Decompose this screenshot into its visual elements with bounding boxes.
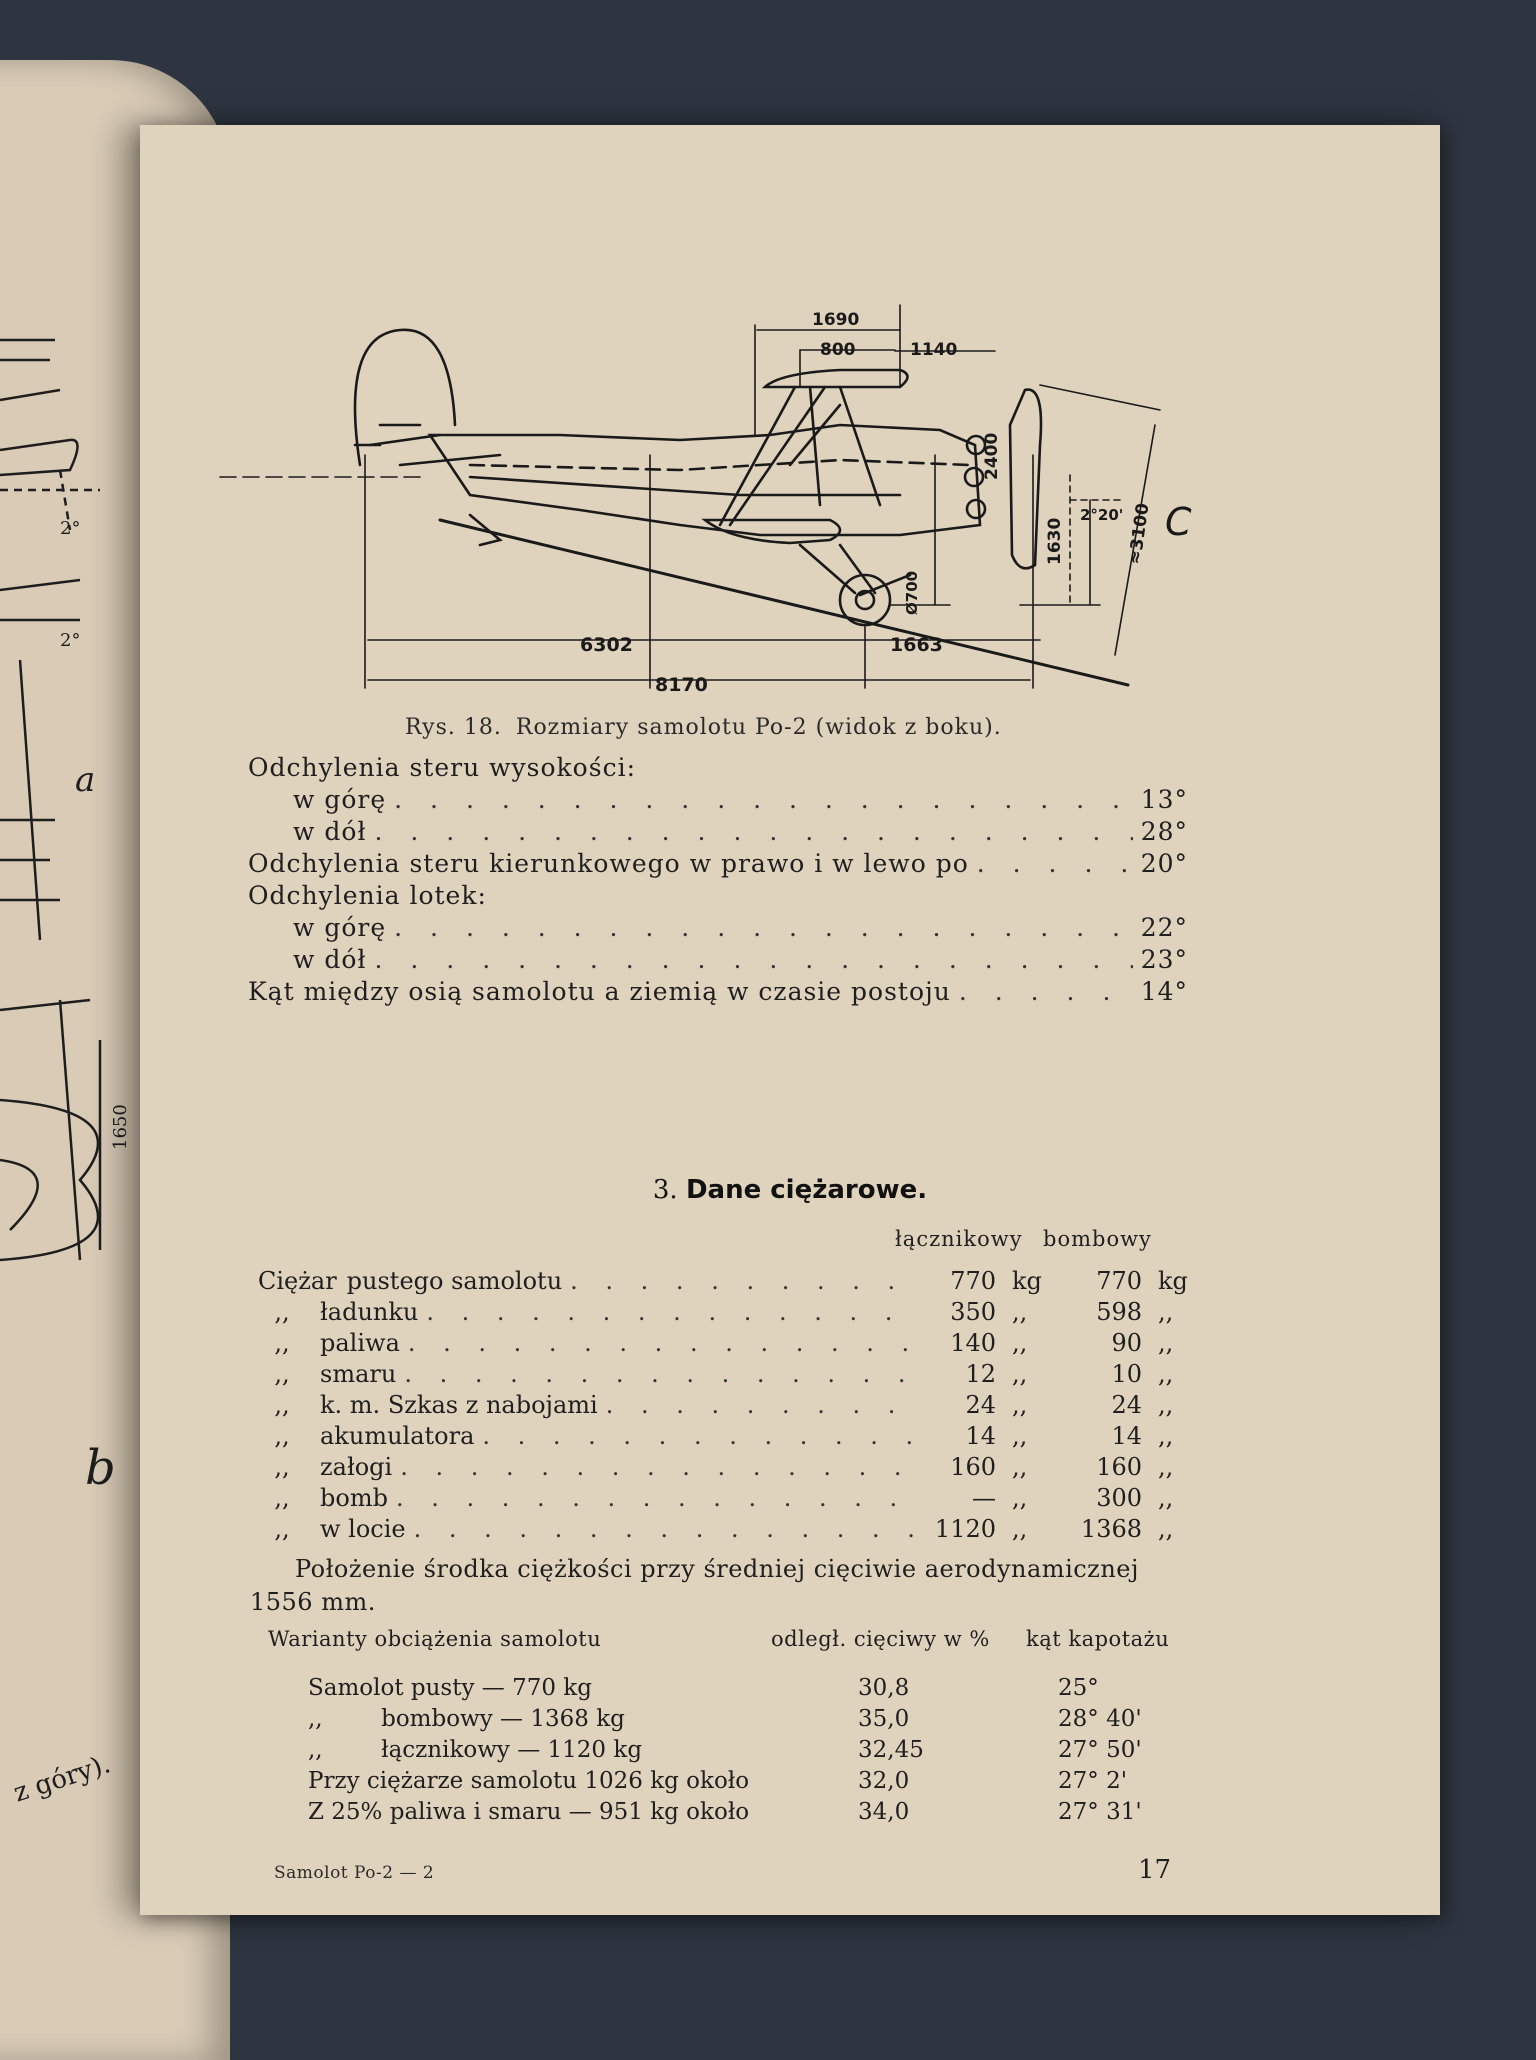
dot-leader [426, 1298, 922, 1326]
weight-liaison-value: — [972, 1484, 996, 1512]
variant-chord-value: 35,0 [858, 1706, 910, 1732]
dim-1663: 1663 [890, 634, 943, 656]
label-c: C [1165, 500, 1192, 544]
cg-line-2: 1556 mm. [250, 1588, 376, 1616]
variant-row [268, 1799, 1208, 1830]
weight-liaison-unit: ,, [1012, 1422, 1028, 1450]
weight-row [258, 1484, 1198, 1515]
load-variants-table [268, 1627, 1208, 1830]
book-page [140, 125, 1440, 1915]
dim-3100: ≈3100 [1125, 501, 1154, 566]
variant-angle-value: 27° 50' [1058, 1737, 1142, 1763]
weight-liaison-unit: kg [1012, 1267, 1042, 1295]
page-number: 17 [1138, 1855, 1172, 1885]
ground-angle-row: Kąt między osią samolotu a ziemią w czasie postoju . . . 14° [248, 977, 1188, 1009]
weight-liaison-value: 12 [965, 1360, 996, 1388]
section-number: 3. [652, 1175, 678, 1205]
left-label-a: a [75, 760, 96, 800]
dim-6302: 6302 [580, 634, 633, 656]
weight-bomber-unit: kg [1158, 1267, 1188, 1295]
weight-prefix: ,, [274, 1515, 290, 1543]
caption-number: Rys. 18. [405, 715, 502, 740]
airplane-side-view-drawing [140, 125, 1440, 725]
variant-label: Przy ciężarze samolotu 1026 kg około [308, 1768, 750, 1794]
weight-bomber-value: 24 [1111, 1391, 1142, 1419]
weight-bomber-unit: ,, [1158, 1329, 1174, 1357]
weight-bomber-unit: ,, [1158, 1298, 1174, 1326]
variants-head-chord: odległ. cięciwy w % [771, 1627, 990, 1651]
dim-angle: 2°20' [1080, 506, 1124, 524]
weight-row [258, 1267, 1198, 1298]
dim-800: 800 [820, 340, 856, 360]
variant-angle-value: 27° 2' [1058, 1768, 1128, 1794]
weight-liaison-value: 14 [965, 1422, 996, 1450]
weight-bomber-unit: ,, [1158, 1422, 1174, 1450]
weight-liaison-unit: ,, [1012, 1391, 1028, 1419]
weight-bomber-value: 160 [1096, 1453, 1142, 1481]
weight-name: pustego samolotu [346, 1267, 563, 1295]
weight-row [258, 1329, 1198, 1360]
dot-leader [408, 1329, 922, 1357]
variant-angle-value: 28° 40' [1058, 1706, 1142, 1732]
weights-header [258, 1227, 1198, 1267]
weights-col-liaison: łącznikowy [895, 1227, 1023, 1251]
weight-bomber-unit: ,, [1158, 1453, 1174, 1481]
weights-rows [258, 1267, 1198, 1546]
weight-liaison-unit: ,, [1012, 1515, 1028, 1543]
section-heading [140, 1175, 1440, 1205]
weight-bomber-value: 14 [1111, 1422, 1142, 1450]
variants-header [268, 1627, 1208, 1675]
weight-row [258, 1360, 1198, 1391]
weight-prefix: ,, [274, 1329, 290, 1357]
weights-col-bomber: bombowy [1043, 1227, 1152, 1251]
variant-angle-value: 25° [1058, 1675, 1099, 1701]
weight-liaison-unit: ,, [1012, 1360, 1028, 1388]
left-text-fragment: z góry). [10, 1749, 115, 1809]
weight-row [258, 1515, 1198, 1546]
weight-name: ładunku [320, 1298, 419, 1326]
figure-caption [405, 715, 1165, 740]
variant-chord-value: 34,0 [858, 1799, 910, 1825]
weight-liaison-value: 1120 [934, 1515, 996, 1543]
weight-liaison-unit: ,, [1012, 1298, 1028, 1326]
weight-liaison-value: 140 [950, 1329, 996, 1357]
weight-liaison-unit: ,, [1012, 1329, 1028, 1357]
variant-label: Samolot pusty — 770 kg [308, 1675, 592, 1701]
variant-label: Z 25% paliwa i smaru — 951 kg około [308, 1799, 750, 1825]
weight-name: akumulatora [320, 1422, 475, 1450]
weight-name: załogi [320, 1453, 393, 1481]
aileron-title: Odchylenia lotek: [248, 881, 487, 910]
dim-2400: 2400 [982, 432, 1002, 480]
weight-row [258, 1298, 1198, 1329]
weight-name: smaru [320, 1360, 397, 1388]
elevator-down-row: w dół . . . 28° [248, 817, 1188, 849]
weight-bomber-value: 770 [1096, 1267, 1142, 1295]
variants-head-angle: kąt kapotażu [1026, 1627, 1170, 1651]
aileron-up-row: w górę . . . 22° [248, 913, 1188, 945]
weight-row [258, 1422, 1198, 1453]
weight-liaison-unit: ,, [1012, 1453, 1028, 1481]
dim-1630: 1630 [1045, 517, 1065, 565]
dot-leader [482, 1422, 922, 1450]
weight-prefix: ,, [274, 1360, 290, 1388]
dot-leader [396, 1484, 922, 1512]
dim-8170: 8170 [655, 674, 708, 696]
weight-liaison-value: 350 [950, 1298, 996, 1326]
weight-bomber-value: 598 [1096, 1298, 1142, 1326]
weight-prefix: ,, [274, 1391, 290, 1419]
weight-liaison-unit: ,, [1012, 1484, 1028, 1512]
deflection-list [248, 753, 1188, 1009]
weight-name: w locie [320, 1515, 406, 1543]
center-of-gravity-text [250, 1553, 1200, 1619]
section-title: Dane ciężarowe. [685, 1175, 928, 1205]
weight-bomber-value: 10 [1111, 1360, 1142, 1388]
weight-bomber-unit: ,, [1158, 1360, 1174, 1388]
rudder-row: Odchylenia steru kierunkowego w prawo i w lewo po . . . 20° [248, 849, 1188, 881]
weight-liaison-value: 160 [950, 1453, 996, 1481]
variant-row [268, 1706, 1208, 1737]
left-angle-label-2: 2° [60, 630, 81, 651]
left-dim-1650: 1650 [110, 1104, 131, 1150]
weight-prefix: ,, [274, 1484, 290, 1512]
elevator-title: Odchylenia steru wysokości: [248, 753, 636, 782]
variant-chord-value: 32,0 [858, 1768, 910, 1794]
variants-head-label: Warianty obciążenia samolotu [268, 1627, 602, 1651]
running-footer: Samolot Po-2 — 2 [274, 1863, 435, 1883]
caption-text: Rozmiary samolotu Po-2 (widok z boku). [515, 715, 1002, 740]
variant-angle-value: 27° 31' [1058, 1799, 1142, 1825]
variant-chord-value: 32,45 [858, 1737, 924, 1763]
variant-chord-value: 30,8 [858, 1675, 910, 1701]
weight-name: k. m. Szkas z nabojami [320, 1391, 598, 1419]
cg-line-1: Położenie środka ciężkości przy średniej cięciwie aerodynamicznej [295, 1555, 1139, 1583]
elevator-up-row: w górę . . . 13° [248, 785, 1188, 817]
weight-row [258, 1391, 1198, 1422]
weight-bomber-unit: ,, [1158, 1484, 1174, 1512]
dot-leader [570, 1267, 922, 1295]
weight-bomber-value: 1368 [1080, 1515, 1142, 1543]
weight-row [258, 1453, 1198, 1484]
weights-table [258, 1227, 1198, 1546]
weight-liaison-value: 770 [950, 1267, 996, 1295]
weight-bomber-unit: ,, [1158, 1515, 1174, 1543]
weight-bomber-value: 90 [1111, 1329, 1142, 1357]
dot-leader [606, 1391, 922, 1419]
dim-700: Ø700 [903, 570, 921, 615]
dim-1140: 1140 [910, 340, 958, 360]
weight-prefix: Ciężar [258, 1267, 337, 1295]
weight-liaison-value: 24 [965, 1391, 996, 1419]
weight-bomber-value: 300 [1096, 1484, 1142, 1512]
weight-prefix: ,, [274, 1422, 290, 1450]
variants-rows [268, 1675, 1208, 1830]
left-angle-label-1: 2° [60, 518, 81, 539]
variant-row [268, 1675, 1208, 1706]
weight-prefix: ,, [274, 1453, 290, 1481]
variant-label: ,, bombowy — 1368 kg [308, 1706, 625, 1732]
weight-name: bomb [320, 1484, 388, 1512]
aileron-down-row: w dół . . . 23° [248, 945, 1188, 977]
weight-name: paliwa [320, 1329, 400, 1357]
left-label-b: b [85, 1440, 116, 1496]
dot-leader [404, 1360, 922, 1388]
variant-row [268, 1737, 1208, 1768]
weight-prefix: ,, [274, 1298, 290, 1326]
variant-row [268, 1768, 1208, 1799]
dot-leader [400, 1453, 922, 1481]
dot-leader [414, 1515, 922, 1543]
dim-1690: 1690 [812, 310, 860, 330]
variant-label: ,, łącznikowy — 1120 kg [308, 1737, 643, 1763]
weight-bomber-unit: ,, [1158, 1391, 1174, 1419]
